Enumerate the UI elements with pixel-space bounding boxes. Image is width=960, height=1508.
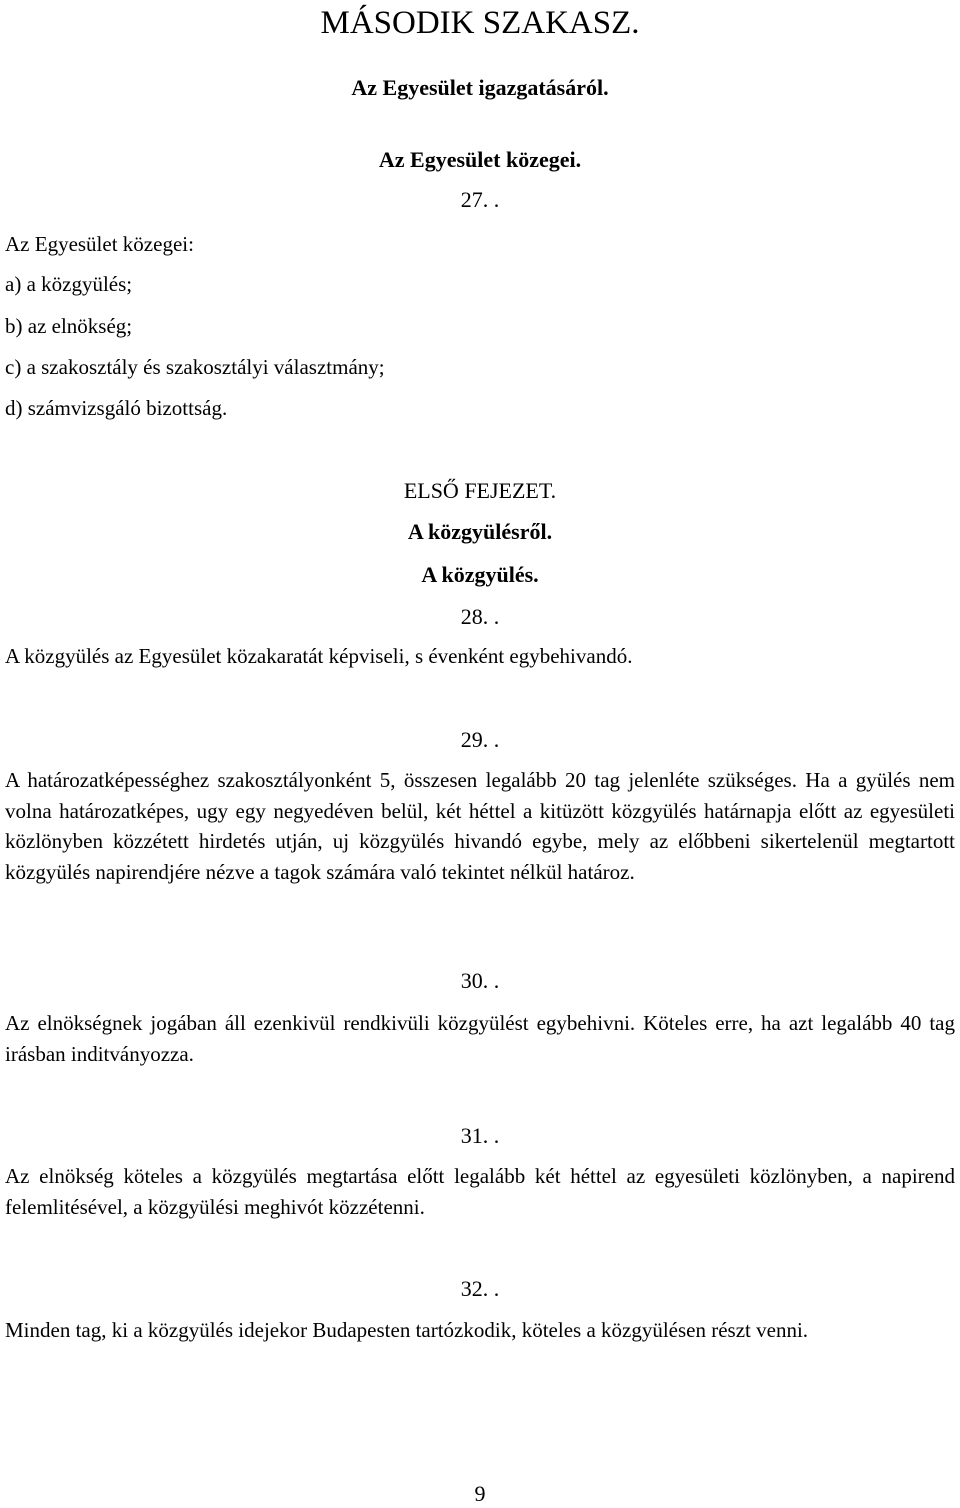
list-item: d) számvizsgáló bizottság. <box>5 396 228 420</box>
section-31-text: Az elnökség köteles a közgyülés megtartása előtt legalább két héttel az egyesületi közlönyben, a napirend felemlitésével, a közgyülési meghivót közzétenni. <box>5 1164 955 1219</box>
section-31-number: 31. . <box>460 1123 500 1148</box>
page-number: 9 <box>474 1481 486 1506</box>
list-item: a) a közgyülés; <box>5 272 133 296</box>
section-28-text: A közgyülés az Egyesület közakaratát képviseli, s évenként egybehivandó. <box>5 644 633 668</box>
part-title: MÁSODIK SZAKASZ. <box>320 5 640 41</box>
section-32-text: Minden tag, ki a közgyülés idejekor Budapesten tartózkodik, köteles a közgyülésen részt venni. <box>5 1318 809 1342</box>
chapter-title: ELSŐ FEJEZET. <box>403 478 557 503</box>
section-32-number: 32. . <box>460 1276 500 1301</box>
part-subtitle: Az Egyesület igazgatásáról. <box>351 75 609 100</box>
section-29-text: A határozatképességhez szakosztályonként 5, összesen legalább 20 tag jelenléte szükséges. Ha a gyülés nem volna határozatképes, ugy egy negyedéven belül, két héttel a kitüzött közgyülés határnapja előtt az egyesületi közlönyben közzétett hirdetés utján, uj közgyülés hivandó egybe, mely az előbbeni sikertelenül megtartott közgyülés napirendjére nézve a tagok számára való tekintet nélkül határoz. <box>5 768 955 884</box>
chapter-heading: A közgyülés. <box>421 562 539 587</box>
section-27-number: 27. . <box>460 187 500 212</box>
organs-heading: Az Egyesület közegei. <box>378 147 582 172</box>
section-30-number: 30. . <box>460 968 500 993</box>
list-item: b) az elnökség; <box>5 314 133 338</box>
chapter-subtitle: A közgyülésről. <box>407 519 553 544</box>
section-30-text: Az elnökségnek jogában áll ezenkivül rendkivüli közgyülést egybehivni. Köteles erre, ha azt legalább 40 tag irásban inditványozza. <box>5 1011 955 1066</box>
section-29-number: 29. . <box>460 727 500 752</box>
list-item: c) a szakosztály és szakosztályi választmány; <box>5 355 385 379</box>
section-27-intro: Az Egyesület közegei: <box>5 232 194 256</box>
section-28-number: 28. . <box>460 604 500 629</box>
